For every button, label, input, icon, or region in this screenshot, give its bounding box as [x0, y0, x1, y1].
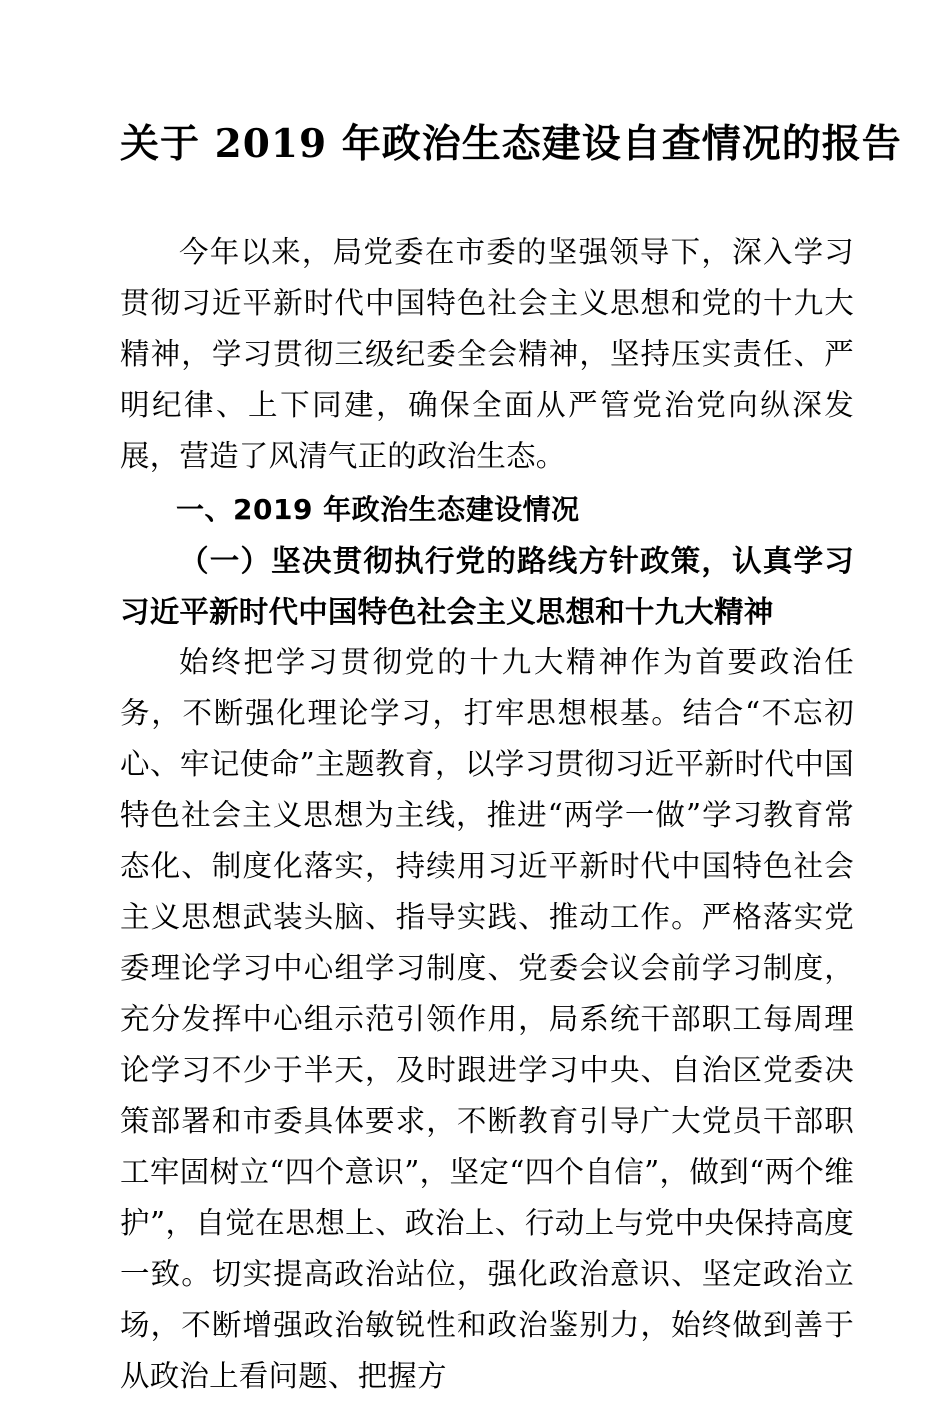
paragraph-intro: 今年以来，局党委在市委的坚强领导下，深入学习贯彻习近平新时代中国特色社会主义思想和党的十九大精神，学习贯彻三级纪委全会精神，坚持压实责任、严明纪律、上下同建，确保全面从严管党治党向纵深发展，营造了风清气正的政治生态。	[120, 234, 854, 473]
subsection-heading-1-1: （一）坚决贯彻执行党的路线方针政策，认真学习习近平新时代中国特色社会主义思想和十九大精神	[120, 542, 854, 629]
paragraph-section-1-1-body: 始终把学习贯彻党的十九大精神作为首要政治任务，不断强化理论学习，打牢思想根基。结合“不忘初心、牢记使命”主题教育，以学习贯彻习近平新时代中国特色社会主义思想为主线，推进“两学一做”学习教育常态化、制度化落实，持续用习近平新时代中国特色社会主义思想武装头脑、指导实践、推动工作。严格落实党委理论学习中心组学习制度、党委会议会前学习制度，充分发挥中心组示范引领作用，局系统干部职工每周理论学习不少于半天，及时跟进学习中央、自治区党委决策部署和市委具体要求，不断教育引导广大党员干部职工牢固树立“四个意识”，坚定“四个自信”，做到“两个维护”，自觉在思想上、政治上、行动上与党中央保持高度一致。切实提高政治站位，强化政治意识、坚定政治立场，不断增强政治敏锐性和政治鉴别力，始终做到善于从政治上看问题、把握方	[120, 644, 854, 1393]
page-title: 关于 2019 年政治生态建设自查情况的报告	[120, 121, 902, 167]
section-heading-1: 一、2019 年政治生态建设情况	[176, 492, 580, 526]
